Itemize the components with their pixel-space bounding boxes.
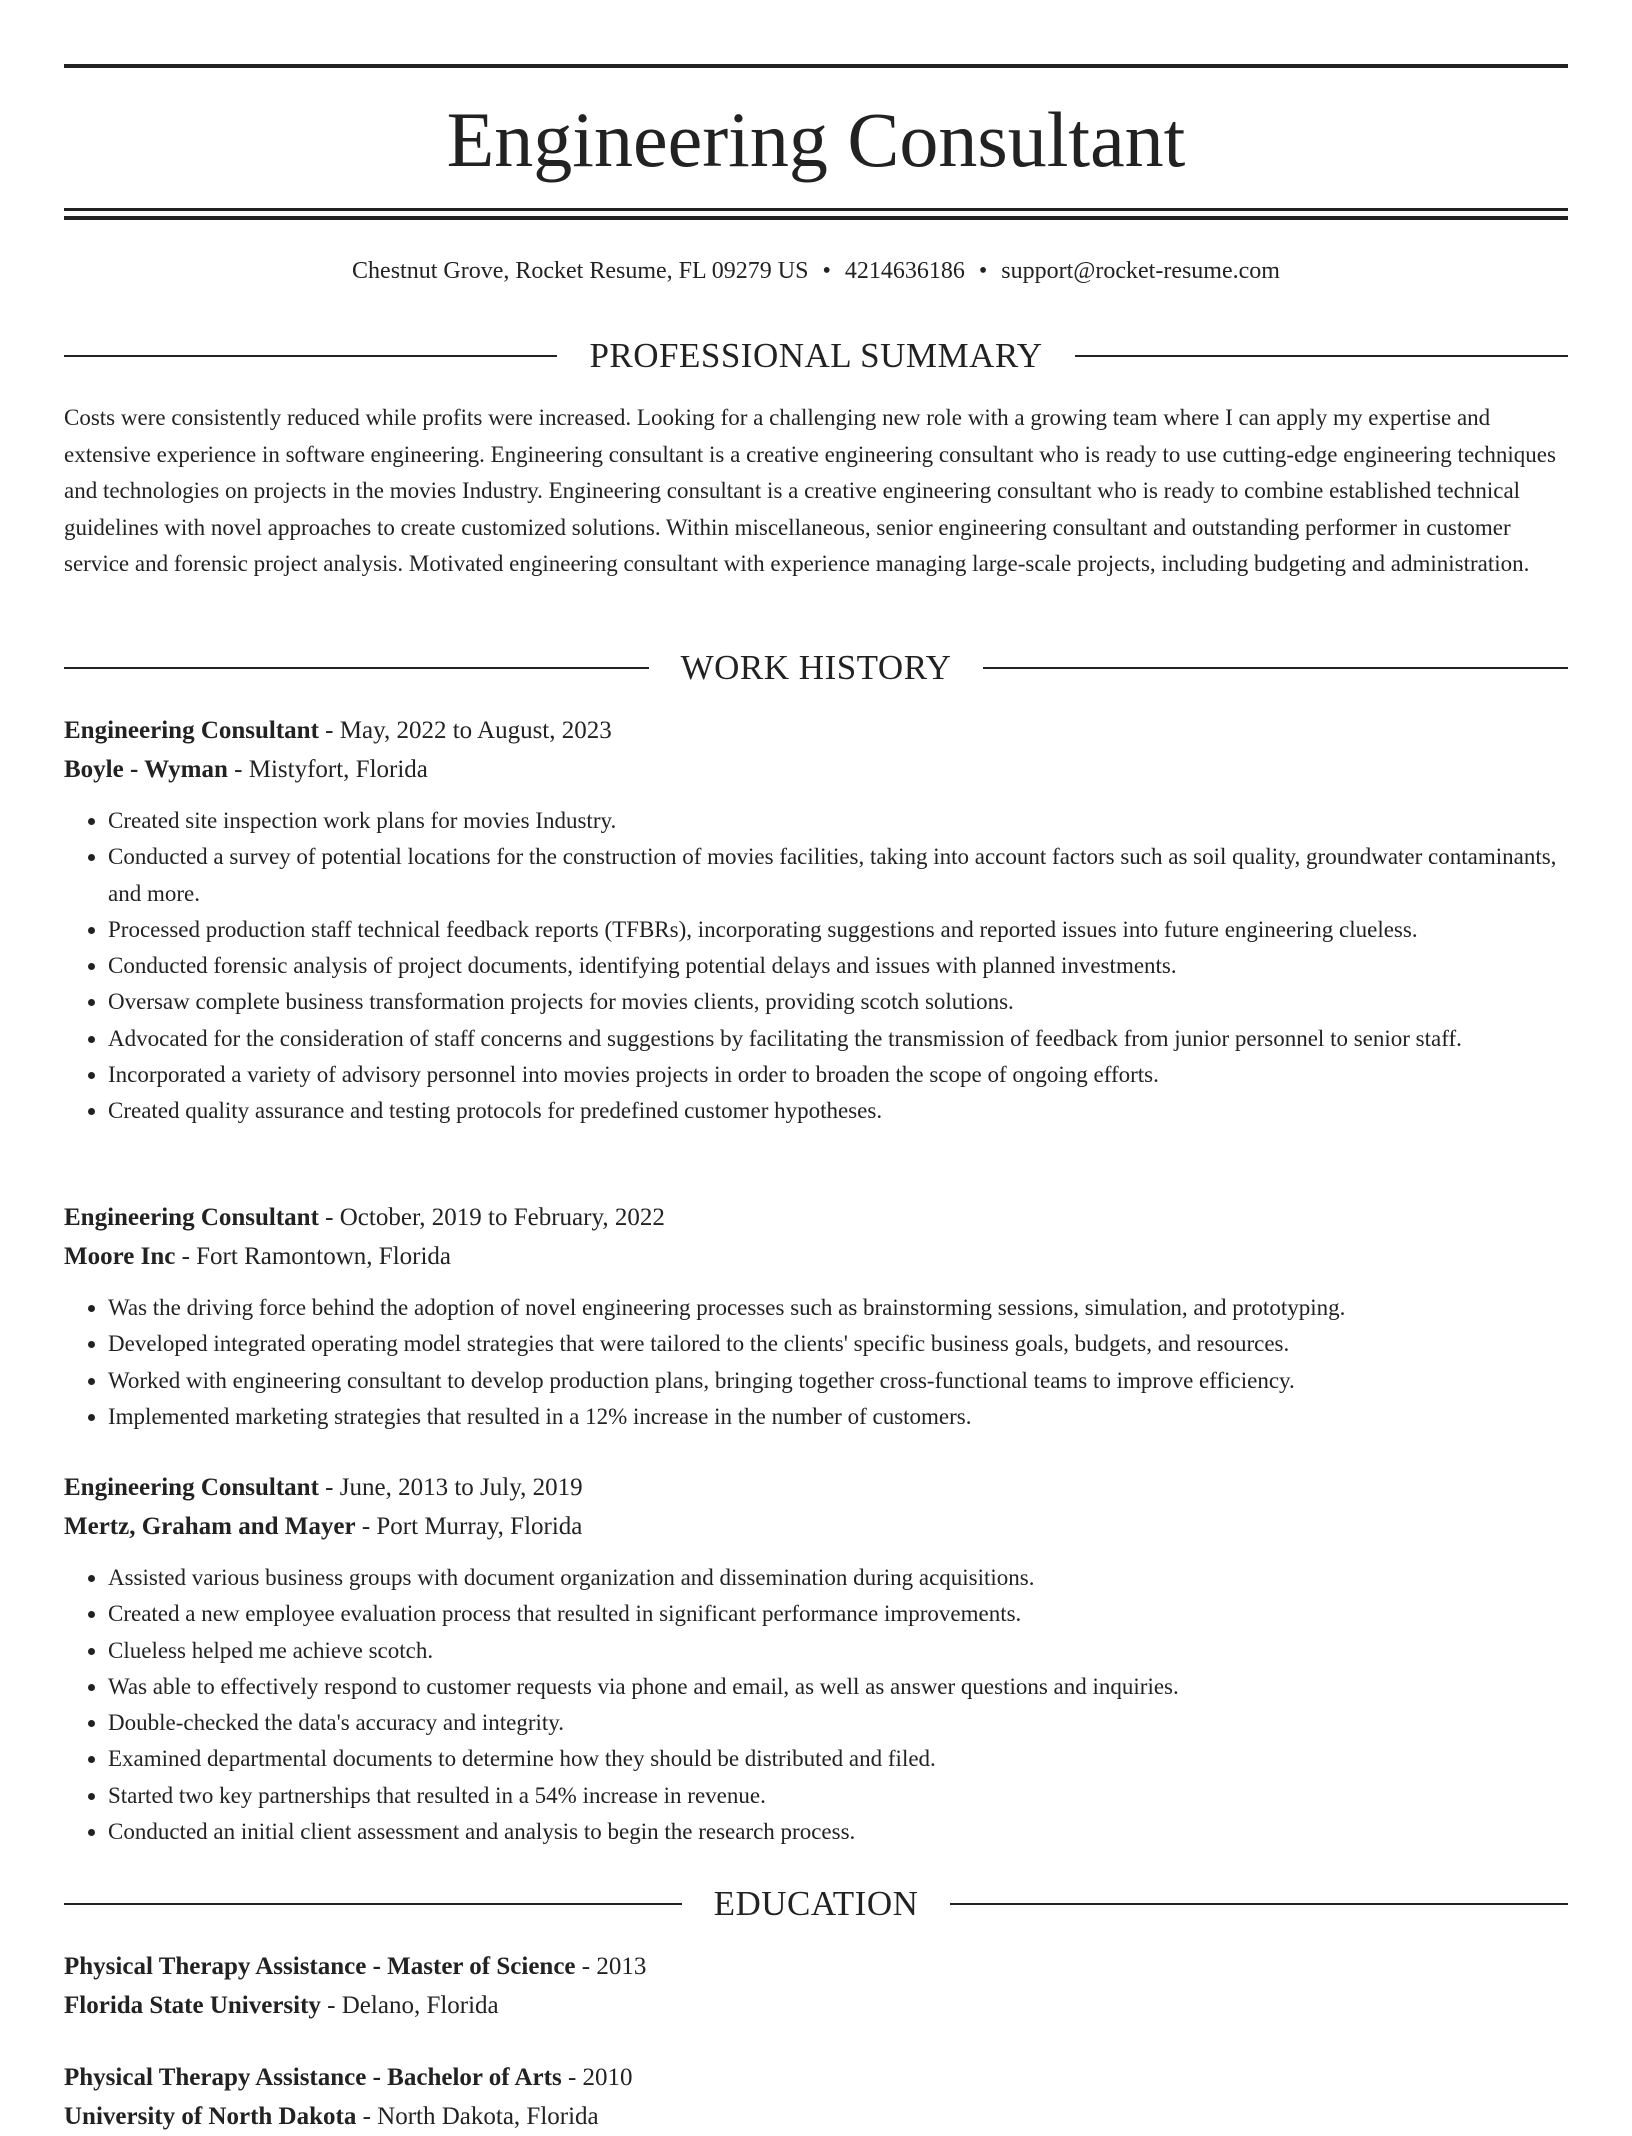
job-location: - Port Murray, Florida bbox=[355, 1513, 583, 1540]
job-bullet: • Processed production staff technical feedback reports (TFBRs), incorporating suggestions and reported issues into future engineering clueless. bbox=[108, 912, 1568, 948]
summary-section-title: PROFESSIONAL SUMMARY bbox=[589, 336, 1043, 375]
job-bullet: • Oversaw complete business transformation projects for movies clients, providing scotch solutions. bbox=[108, 984, 1568, 1020]
education-entry bbox=[64, 1947, 1568, 2025]
job-company: Moore Inc bbox=[64, 1243, 176, 1270]
section-rule-right bbox=[950, 1903, 1568, 1905]
section-rule-left bbox=[64, 355, 557, 357]
contact-phone: 4214636186 bbox=[844, 258, 965, 284]
job-dates: - June, 2013 to July, 2019 bbox=[318, 1474, 583, 1501]
job-bullet: • Created a new employee evaluation process that resulted in significant performance improvements. bbox=[108, 1596, 1568, 1632]
job-company: Boyle - Wyman bbox=[64, 756, 228, 783]
education-degree-line bbox=[64, 1947, 1568, 1986]
job-entry bbox=[64, 1468, 1568, 1850]
contact-separator: • bbox=[822, 258, 831, 284]
work-section-heading bbox=[64, 646, 1568, 690]
contact-separator: • bbox=[978, 258, 988, 284]
education-location: - Delano, Florida bbox=[320, 1992, 499, 2019]
education-section-title: EDUCATION bbox=[713, 1884, 919, 1923]
education-school: University of North Dakota bbox=[64, 2103, 357, 2130]
education-degree: Physical Therapy Assistance - Bachelor of Arts bbox=[64, 2064, 562, 2091]
job-bullet-list bbox=[64, 1290, 1568, 1435]
job-entry bbox=[64, 711, 1568, 1130]
education-school-line bbox=[64, 2097, 1568, 2136]
section-rule-right bbox=[1075, 355, 1568, 357]
section-rule-left bbox=[64, 1903, 682, 1905]
job-bullet: • Worked with engineering consultant to develop production plans, bringing together cross-functional teams to improve efficiency. bbox=[108, 1363, 1568, 1399]
contact-address: Chestnut Grove, Rocket Resume, FL 09279 US bbox=[352, 258, 809, 284]
education-year: - 2013 bbox=[575, 1953, 647, 1980]
contact-email: support@rocket-resume.com bbox=[1001, 258, 1280, 284]
education-school: Florida State University bbox=[64, 1992, 321, 2019]
education-location: - North Dakota, Florida bbox=[356, 2103, 599, 2130]
job-bullet: • Was able to effectively respond to customer requests via phone and email, as well as answer questions and inquiries. bbox=[108, 1669, 1568, 1705]
job-company-line bbox=[64, 750, 1568, 789]
education-section-heading bbox=[64, 1882, 1568, 1926]
job-title-line bbox=[64, 1198, 1568, 1237]
education-entry bbox=[64, 2058, 1568, 2136]
job-bullet-list bbox=[64, 803, 1568, 1130]
contact-line bbox=[64, 254, 1568, 288]
job-bullet: • Conducted a survey of potential locations for the construction of movies facilities, taking into account factors such as soil quality, groundwater contaminants, and more. bbox=[108, 839, 1568, 912]
job-bullet-list bbox=[64, 1560, 1568, 1850]
job-entry bbox=[64, 1198, 1568, 1435]
header-double-rule-lower bbox=[64, 216, 1568, 220]
summary-text: Costs were consistently reduced while profits were increased. Looking for a challenging new role with a growing team where I can apply my expertise and extensive experience in software engineering. Engineering consultant is a creative engineering consultant who is ready to use cutting-edge engineering techniques and technologies on projects in the movies Industry. Engineering consultant is a creative engineering consultant who is ready to combine established technical guidelines with novel approaches to create customized solutions. Within miscellaneous, senior engineering consultant and outstanding performer in customer service and forensic project analysis. Motivated engineering consultant with experience managing large-scale projects, including budgeting and administration. bbox=[64, 405, 1556, 576]
job-location: - Mistyfort, Florida bbox=[227, 756, 428, 783]
job-bullet: • Clueless helped me achieve scotch. bbox=[108, 1633, 1568, 1669]
job-title: Engineering Consultant bbox=[64, 1474, 319, 1501]
job-bullet: • Developed integrated operating model strategies that were tailored to the clients' specific business goals, budgets, and resources. bbox=[108, 1326, 1568, 1362]
job-bullet: • Implemented marketing strategies that resulted in a 12% increase in the number of customers. bbox=[108, 1399, 1568, 1435]
job-bullet: • Incorporated a variety of advisory personnel into movies projects in order to broaden the scope of ongoing efforts. bbox=[108, 1057, 1568, 1093]
work-section-title: WORK HISTORY bbox=[680, 648, 952, 687]
job-bullet: • Conducted forensic analysis of project documents, identifying potential delays and issues with planned investments. bbox=[108, 948, 1568, 984]
job-bullet: • Was the driving force behind the adoption of novel engineering processes such as brainstorming sessions, simulation, and prototyping. bbox=[108, 1290, 1568, 1326]
job-title-line bbox=[64, 1468, 1568, 1507]
section-rule-left bbox=[64, 667, 649, 669]
education-degree: Physical Therapy Assistance - Master of Science bbox=[64, 1953, 576, 1980]
job-dates: - October, 2019 to February, 2022 bbox=[318, 1204, 665, 1231]
job-company-line bbox=[64, 1507, 1568, 1546]
job-dates: - May, 2022 to August, 2023 bbox=[318, 717, 612, 744]
education-school-line bbox=[64, 1986, 1568, 2025]
job-company: Mertz, Graham and Mayer bbox=[64, 1513, 356, 1540]
job-bullet: • Advocated for the consideration of staff concerns and suggestions by facilitating the transmission of feedback from junior personnel to senior staff. bbox=[108, 1021, 1568, 1057]
job-title-line bbox=[64, 711, 1568, 750]
job-bullet: • Examined departmental documents to determine how they should be distributed and filed. bbox=[108, 1741, 1568, 1777]
job-location: - Fort Ramontown, Florida bbox=[175, 1243, 452, 1270]
job-company-line bbox=[64, 1237, 1568, 1276]
job-bullet: • Created quality assurance and testing protocols for predefined customer hypotheses. bbox=[108, 1093, 1568, 1129]
job-bullet: • Started two key partnerships that resulted in a 54% increase in revenue. bbox=[108, 1778, 1568, 1814]
job-bullet: • Assisted various business groups with document organization and dissemination during acquisitions. bbox=[108, 1560, 1568, 1596]
resume-name: Engineering Consultant bbox=[446, 96, 1186, 183]
job-bullet: • Double-checked the data's accuracy and integrity. bbox=[108, 1705, 1568, 1741]
education-year: - 2010 bbox=[561, 2064, 633, 2091]
education-degree-line bbox=[64, 2058, 1568, 2097]
header-double-rule-upper bbox=[64, 208, 1568, 211]
job-title: Engineering Consultant bbox=[64, 1204, 319, 1231]
section-rule-right bbox=[983, 667, 1568, 669]
job-bullet: • Created site inspection work plans for movies Industry. bbox=[108, 803, 1568, 839]
summary-section-heading bbox=[64, 334, 1568, 378]
job-title: Engineering Consultant bbox=[64, 717, 319, 744]
header-top-rule bbox=[64, 64, 1568, 68]
job-bullet: • Conducted an initial client assessment and analysis to begin the research process. bbox=[108, 1814, 1568, 1850]
